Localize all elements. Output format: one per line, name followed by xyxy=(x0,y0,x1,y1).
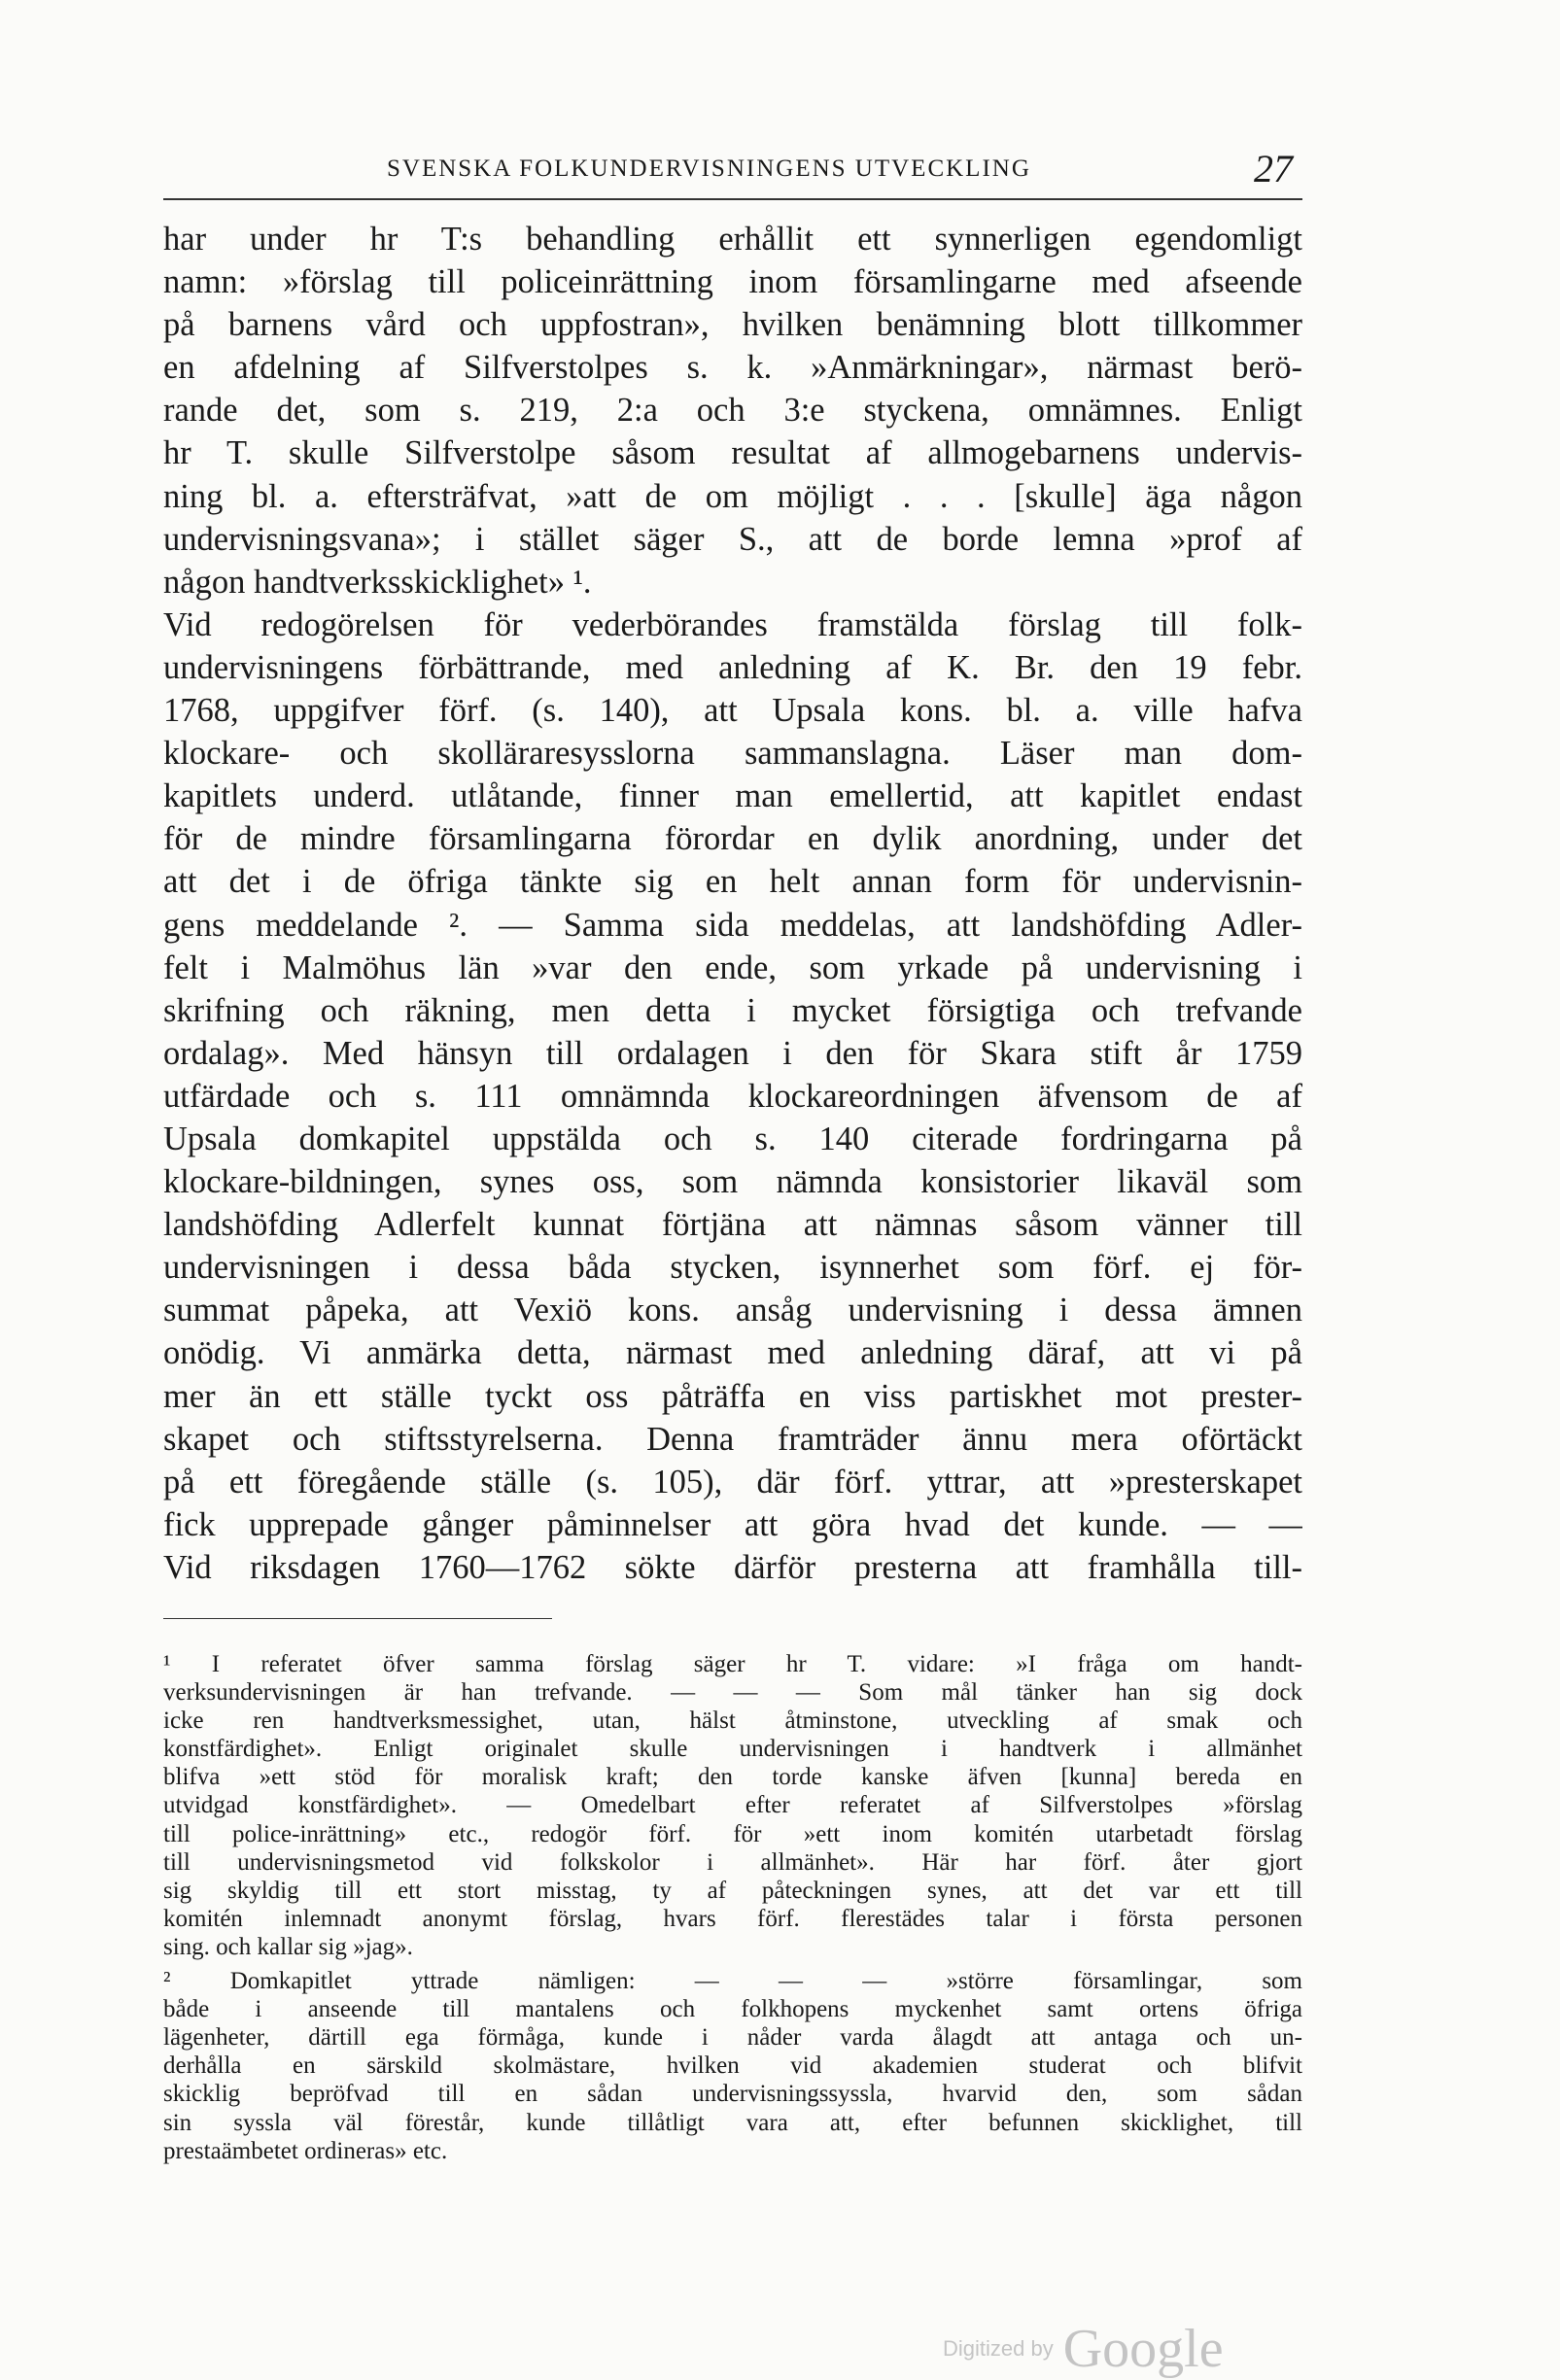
body-line: undervisningen i dessa båda stycken, isynnerhet som förf. ej för- xyxy=(163,1249,1302,1287)
body-line: fick upprepade gånger påminnelser att göra hvad det kunde. — — xyxy=(163,1505,1302,1543)
footnote-line: utvidgad konstfärdighet». — Omedelbart efter referatet af Silfverstolpes »förslag xyxy=(163,1792,1302,1819)
body-text xyxy=(163,218,1302,1589)
body-line: någon handtverksskicklighet» ¹. xyxy=(163,563,592,601)
running-title: SVENSKA FOLKUNDERVISNINGENS UTVECKLING xyxy=(387,155,1031,182)
body-line: att det i de öfriga tänkte sig en helt annan form för undervisnin- xyxy=(163,863,1302,901)
footnote-line: blifva »ett stöd för moralisk kraft; den torde kanske äfven [kunna] bereda en xyxy=(163,1764,1302,1791)
watermark-small-text: Digitized by xyxy=(943,2336,1054,2361)
body-line: klockare-bildningen, synes oss, som nämnda konsistorier likaväl som xyxy=(163,1163,1302,1201)
body-line: undervisningens förbättrande, med anledning af K. Br. den 19 febr. xyxy=(163,648,1302,686)
footnote-line: skicklig bepröfvad till en sådan undervisningssyssla, hvarvid den, som sådan xyxy=(163,2081,1302,2108)
body-line: gens meddelande ². — Samma sida meddelas, att landshöfding Adler- xyxy=(163,906,1302,944)
body-line: ning bl. a. eftersträfvat, »att de om möjligt . . . [skulle] äga någon xyxy=(163,477,1302,515)
body-line: onödig. Vi anmärka detta, närmast med anledning däraf, att vi på xyxy=(163,1334,1302,1372)
body-line: Vid riksdagen 1760—1762 sökte därför presterna att framhålla till- xyxy=(163,1548,1302,1586)
body-line: 1768, uppgifver förf. (s. 140), att Upsala kons. bl. a. ville hafva xyxy=(163,692,1302,730)
footnote-line: derhålla en särskild skolmästare, hvilken vid akademien studerat och blifvit xyxy=(163,2052,1302,2080)
body-line: felt i Malmöhus län »var den ende, som yrkade på undervisning i xyxy=(163,949,1302,986)
running-head xyxy=(163,146,1302,192)
body-line: på ett föregående ställe (s. 105), där förf. yttrar, att »presterskapet xyxy=(163,1463,1302,1500)
body-line: har under hr T:s behandling erhållit ett synnerligen egendomligt xyxy=(163,221,1302,258)
footnotes xyxy=(163,1650,1302,2165)
footnote-line: prestaämbetet ordineras» etc. xyxy=(163,2137,448,2164)
footnote-line: sig skyldig till ett stort misstag, ty af påteckningen synes, att det var ett till xyxy=(163,1877,1302,1904)
header-rule xyxy=(163,198,1302,200)
body-line: ordalag». Med hänsyn till ordalagen i den för Skara stift år 1759 xyxy=(163,1034,1302,1072)
body-line: mer än ett ställe tyckt oss påträffa en viss partiskhet mot prester- xyxy=(163,1377,1302,1415)
footnote-line: icke ren handtverksmessighet, utan, hälst åtminstone, utveckling af smak och xyxy=(163,1707,1302,1735)
body-line: rande det, som s. 219, 2:a och 3:e styckena, omnämnes. Enligt xyxy=(163,392,1302,430)
body-line: hr T. skulle Silfverstolpe såsom resultat af allmogebarnens undervis- xyxy=(163,434,1302,472)
body-line: namn: »förslag till policeinrättning inom församlingarne med afseende xyxy=(163,263,1302,301)
page-number: 27 xyxy=(1254,147,1293,190)
body-line: Vid redogörelsen för vederbörandes framstälda förslag till folk- xyxy=(163,605,1302,643)
body-line: skrifning och räkning, men detta i mycket försigtiga och trefvande xyxy=(163,991,1302,1029)
body-line: för de mindre församlingarna förordar en dylik anordning, under det xyxy=(163,820,1302,858)
google-wordmark: Google xyxy=(1062,2319,1224,2379)
footnote-line: sin syssla väl förestår, kunde tillåtligt vara att, efter befunnen skicklighet, till xyxy=(163,2109,1302,2136)
body-line: summat påpeka, att Vexiö kons. ansåg undervisning i dessa ämnen xyxy=(163,1292,1302,1329)
footnote-line: komitén inlemnadt anonymt förslag, hvars förf. flerestädes talar i första personen xyxy=(163,1905,1302,1932)
body-line: landshöfding Adlerfelt kunnat förtjäna att nämnas såsom vänner till xyxy=(163,1206,1302,1244)
footnote-line: både i anseende till mantalens och folkhopens myckenhet samt ortens öfriga xyxy=(163,1996,1302,2023)
footnote-line: ² Domkapitlet yttrade nämligen: — — — »större församlingar, som xyxy=(163,1968,1302,1995)
body-line: kapitlets underd. utlåtande, finner man emellertid, att kapitlet endast xyxy=(163,777,1302,815)
footnote-line: ¹ I referatet öfver samma förslag säger hr T. vidare: »I fråga om handt- xyxy=(163,1651,1302,1677)
footnote-line: till police-inrättning» etc., redogör förf. för »ett inom komitén utarbetadt förslag xyxy=(163,1820,1302,1847)
body-line: skapet och stiftsstyrelserna. Denna framträder ännu mera oförtäckt xyxy=(163,1420,1302,1458)
footnote-line: sing. och kallar sig »jag». xyxy=(163,1933,413,1960)
body-line: undervisningsvana»; i stället säger S., att de borde lemna »prof af xyxy=(163,520,1302,558)
footnote-rule xyxy=(163,1618,552,1619)
footnote-line: verksundervisningen är han trefvande. — — — Som mål tänker han sig dock xyxy=(163,1679,1302,1707)
body-line: en afdelning af Silfverstolpes s. k. »Anmärkningar», närmast berö- xyxy=(163,349,1302,387)
footnote-line: till undervisningsmetod vid folkskolor i allmänhet». Här har förf. åter gjort xyxy=(163,1848,1302,1876)
digitized-watermark xyxy=(943,2318,1224,2379)
body-line: på barnens vård och uppfostran», hvilken benämning blott tillkommer xyxy=(163,306,1302,344)
body-line: utfärdade och s. 111 omnämnda klockareordningen äfvensom de af xyxy=(163,1077,1302,1115)
body-line: klockare- och skollärаresysslorna sammanslagna. Läser man dom- xyxy=(163,735,1302,773)
footnote-line: konstfärdighet». Enligt originalet skulle undervisningen i handtverk i allmänhet xyxy=(163,1736,1302,1763)
footnote-line: lägenheter, därtill ega förmåga, kunde i nåder varda ålagdt att antaga och un- xyxy=(163,2024,1302,2052)
body-line: Upsala domkapitel uppstälda och s. 140 citerade fordringarna på xyxy=(163,1120,1302,1157)
